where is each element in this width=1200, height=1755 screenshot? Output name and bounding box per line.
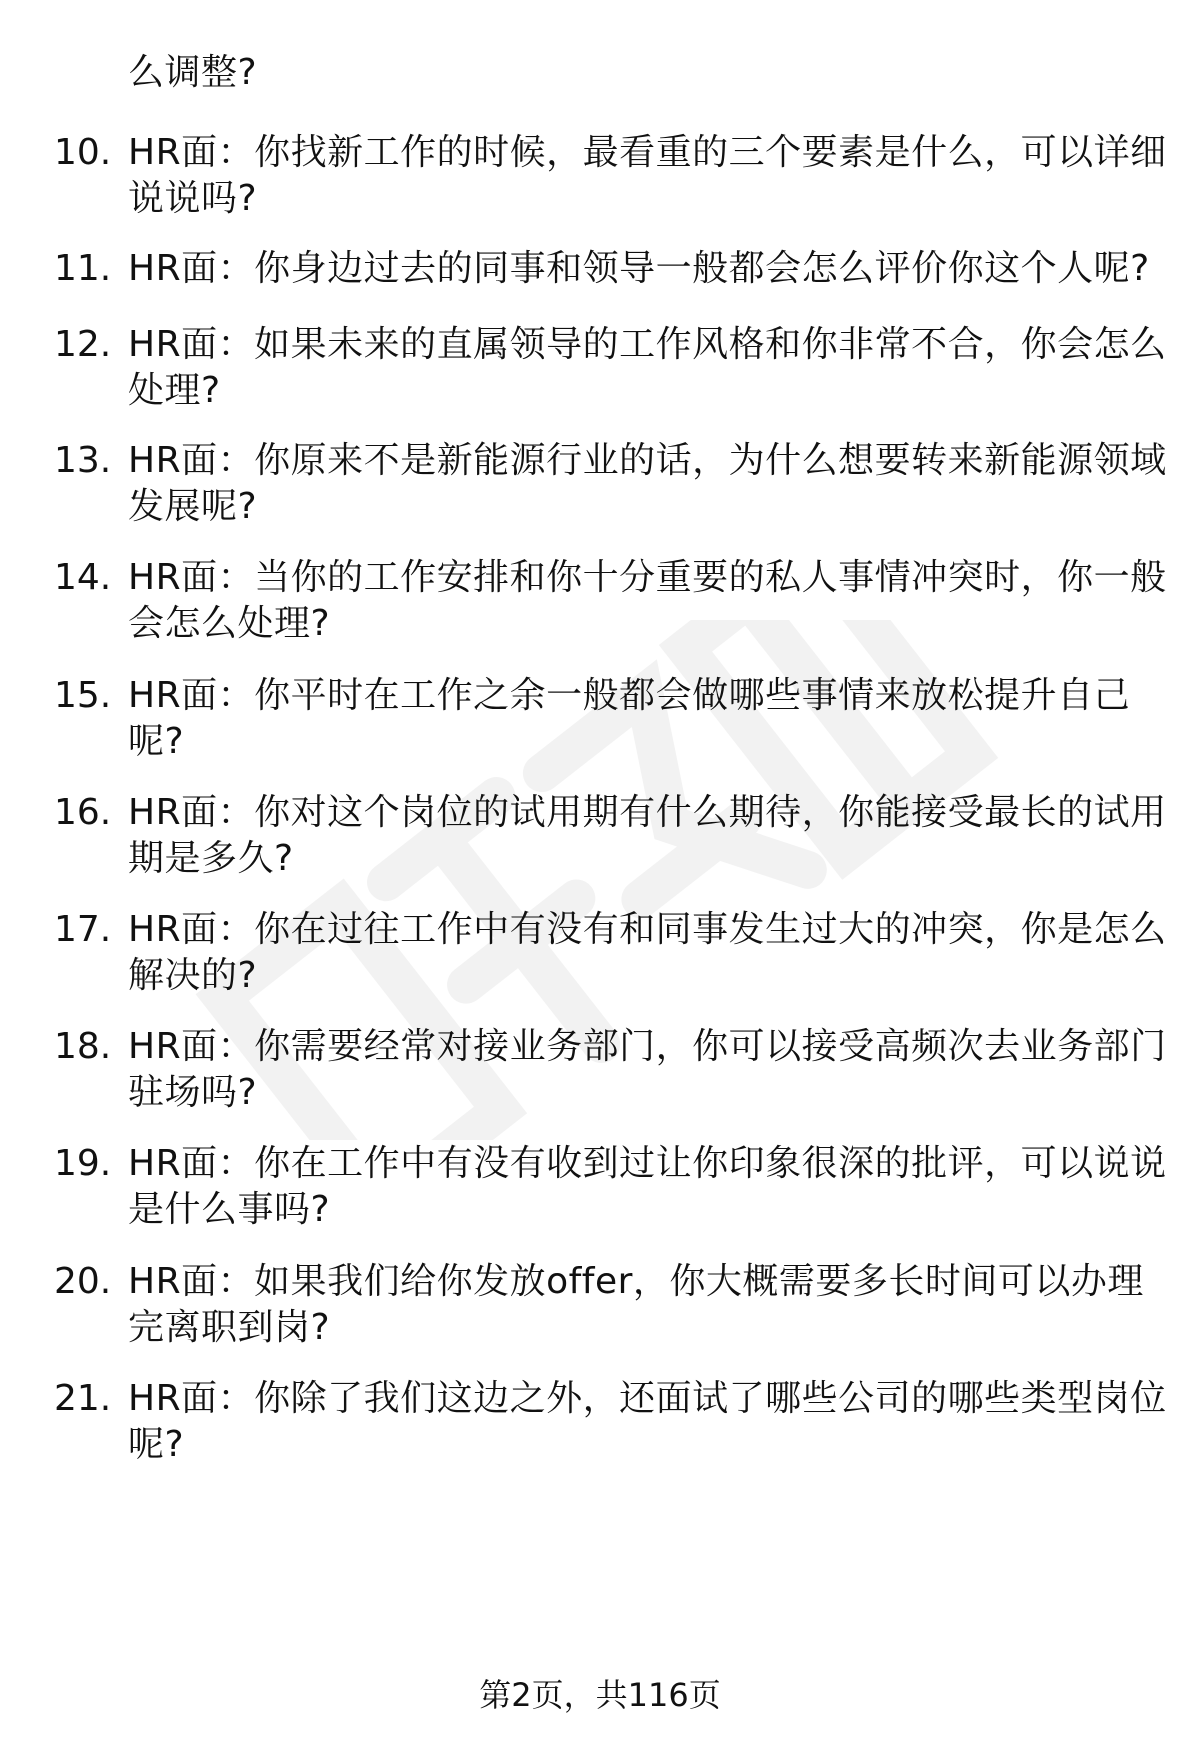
question-number: 15.	[54, 675, 112, 716]
question-text-line1: HR面：你在过往工作中有没有和同事发生过大的冲突，你是怎么	[128, 909, 1167, 950]
question-number: 10.	[54, 132, 112, 173]
question-number: 12.	[54, 324, 112, 365]
question-number: 19.	[54, 1143, 112, 1184]
question-text-line2: 是什么事吗?	[128, 1189, 331, 1230]
question-text-line1: HR面：你在工作中有没有收到过让你印象很深的批评，可以说说	[128, 1143, 1167, 1184]
question-text-line1: HR面：如果我们给你发放offer，你大概需要多长时间可以办理	[128, 1261, 1144, 1302]
question-text-line2: 处理?	[128, 370, 221, 411]
question-text-line2: 发展呢?	[128, 486, 258, 527]
question-text-line2: 说说吗?	[128, 178, 258, 219]
question-text-line2: 驻场吗?	[128, 1072, 258, 1113]
question-number: 16.	[54, 792, 112, 833]
question-text-line2: 呢?	[128, 1424, 185, 1465]
question-text-line2: 会怎么处理?	[128, 603, 331, 644]
page-footer: 第2页，共116页	[479, 1676, 721, 1714]
question-text-line1: HR面：你身边过去的同事和领导一般都会怎么评价你这个人呢?	[128, 248, 1150, 289]
question-text-line1: HR面：你平时在工作之余一般都会做哪些事情来放松提升自己	[128, 675, 1131, 716]
continuation-line: 么调整?	[128, 52, 258, 93]
question-number: 14.	[54, 557, 112, 598]
question-text-line2: 期是多久?	[128, 838, 294, 879]
question-number: 21.	[54, 1378, 112, 1419]
question-text-line2: 呢?	[128, 721, 185, 762]
question-number: 11.	[54, 248, 112, 289]
question-number: 18.	[54, 1026, 112, 1067]
question-text-line1: HR面：你需要经常对接业务部门，你可以接受高频次去业务部门	[128, 1026, 1167, 1067]
question-text-line1: HR面：你找新工作的时候，最看重的三个要素是什么，可以详细	[128, 132, 1167, 173]
question-text-line1: HR面：当你的工作安排和你十分重要的私人事情冲突时，你一般	[128, 557, 1167, 598]
question-number: 20.	[54, 1261, 112, 1302]
question-text-line1: HR面：你原来不是新能源行业的话，为什么想要转来新能源领域	[128, 440, 1167, 481]
question-text-line2: 完离职到岗?	[128, 1307, 331, 1348]
question-text-line1: HR面：你除了我们这边之外，还面试了哪些公司的哪些类型岗位	[128, 1378, 1167, 1419]
question-text-line2: 解决的?	[128, 955, 258, 996]
question-number: 17.	[54, 909, 112, 950]
question-text-line1: HR面：如果未来的直属领导的工作风格和你非常不合，你会怎么	[128, 324, 1167, 365]
question-text-line1: HR面：你对这个岗位的试用期有什么期待，你能接受最长的试用	[128, 792, 1167, 833]
question-number: 13.	[54, 440, 112, 481]
